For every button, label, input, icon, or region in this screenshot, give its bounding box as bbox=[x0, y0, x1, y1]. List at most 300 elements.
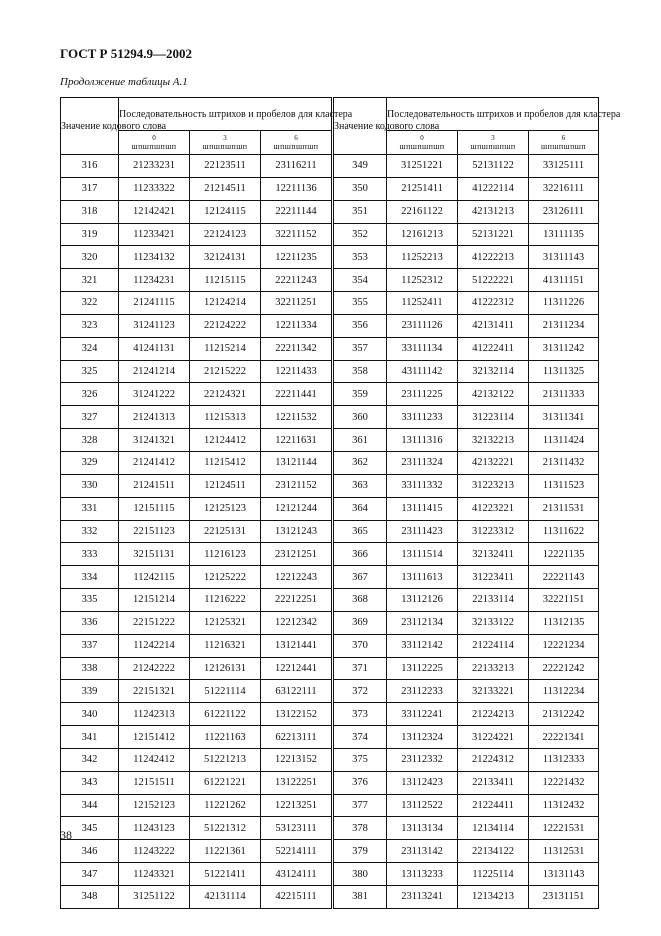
document-header: ГОСТ Р 51294.9—2002 bbox=[60, 46, 192, 61]
pattern-cell: 11216222 bbox=[190, 589, 261, 612]
pattern-cell: 32124131 bbox=[190, 246, 261, 269]
pattern-cell: 21241412 bbox=[119, 451, 190, 474]
pattern-cell: 11215115 bbox=[190, 269, 261, 292]
pattern-cell: 11221163 bbox=[190, 726, 261, 749]
pattern-cell: 22123511 bbox=[190, 155, 261, 178]
codeword-value-cell: 328 bbox=[61, 429, 119, 452]
pattern-cell: 11311325 bbox=[529, 360, 599, 383]
codeword-value-cell: 347 bbox=[61, 863, 119, 886]
pattern-cell: 13111415 bbox=[387, 497, 458, 520]
codeword-value-cell: 369 bbox=[334, 611, 387, 634]
pattern-cell: 31223213 bbox=[458, 474, 529, 497]
table-row bbox=[61, 840, 599, 863]
pattern-cell: 11252312 bbox=[387, 269, 458, 292]
cluster-header bbox=[458, 131, 529, 155]
pattern-cell: 23112134 bbox=[387, 611, 458, 634]
pattern-cell: 61221221 bbox=[190, 771, 261, 794]
pattern-cell: 11311523 bbox=[529, 474, 599, 497]
pattern-cell: 33111233 bbox=[387, 406, 458, 429]
sequence-column-header: Последовательность штрихов и пробелов для кластера bbox=[387, 98, 599, 131]
cluster-number: 0 bbox=[420, 134, 424, 142]
table-row bbox=[61, 360, 599, 383]
pattern-cell: 33111332 bbox=[387, 474, 458, 497]
cluster-header bbox=[387, 131, 458, 155]
codeword-value-cell: 329 bbox=[61, 451, 119, 474]
pattern-cell: 13113233 bbox=[387, 863, 458, 886]
cluster-pattern: шпшпшпшп bbox=[131, 142, 177, 151]
pattern-cell: 53123111 bbox=[261, 817, 332, 840]
table-row bbox=[61, 794, 599, 817]
codeword-value-cell: 381 bbox=[334, 886, 387, 909]
codeword-value-cell: 378 bbox=[334, 817, 387, 840]
table-row bbox=[61, 589, 599, 612]
codeword-value-cell: 322 bbox=[61, 292, 119, 315]
codeword-value-cell: 344 bbox=[61, 794, 119, 817]
codeword-value-cell: 323 bbox=[61, 314, 119, 337]
codeword-value-cell: 337 bbox=[61, 634, 119, 657]
cluster-pattern: шпшпшпшп bbox=[541, 142, 586, 151]
pattern-cell: 12221234 bbox=[529, 634, 599, 657]
codeword-value-cell: 342 bbox=[61, 748, 119, 771]
codeword-value-cell: 372 bbox=[334, 680, 387, 703]
codeword-value-cell: 359 bbox=[334, 383, 387, 406]
codeword-value-cell: 341 bbox=[61, 726, 119, 749]
pattern-cell: 13112324 bbox=[387, 726, 458, 749]
codeword-value-cell: 357 bbox=[334, 337, 387, 360]
page-number: 38 bbox=[60, 828, 72, 842]
pattern-cell: 32151131 bbox=[119, 543, 190, 566]
pattern-cell: 22133114 bbox=[458, 589, 529, 612]
pattern-cell: 11252411 bbox=[387, 292, 458, 315]
pattern-cell: 21241511 bbox=[119, 474, 190, 497]
pattern-cell: 32221151 bbox=[529, 589, 599, 612]
pattern-cell: 23112332 bbox=[387, 748, 458, 771]
pattern-cell: 61221122 bbox=[190, 703, 261, 726]
pattern-cell: 32133221 bbox=[458, 680, 529, 703]
pattern-cell: 22211441 bbox=[261, 383, 332, 406]
pattern-cell: 22212251 bbox=[261, 589, 332, 612]
codeword-value-cell: 321 bbox=[61, 269, 119, 292]
pattern-cell: 21224114 bbox=[458, 634, 529, 657]
codeword-value-cell: 335 bbox=[61, 589, 119, 612]
table-row bbox=[61, 314, 599, 337]
pattern-cell: 13112423 bbox=[387, 771, 458, 794]
table-row bbox=[61, 543, 599, 566]
codeword-value-cell: 331 bbox=[61, 497, 119, 520]
codeword-value-cell: 318 bbox=[61, 200, 119, 223]
table-row bbox=[61, 292, 599, 315]
pattern-cell: 42131114 bbox=[190, 886, 261, 909]
pattern-cell: 13121243 bbox=[261, 520, 332, 543]
pattern-cell: 11312135 bbox=[529, 611, 599, 634]
codeword-value-cell: 374 bbox=[334, 726, 387, 749]
codeword-value-cell: 338 bbox=[61, 657, 119, 680]
pattern-cell: 21224213 bbox=[458, 703, 529, 726]
codeword-value-cell: 353 bbox=[334, 246, 387, 269]
codeword-value-cell: 373 bbox=[334, 703, 387, 726]
pattern-cell: 23111126 bbox=[387, 314, 458, 337]
pattern-cell: 12152123 bbox=[119, 794, 190, 817]
sequence-column-header: Последовательность штрихов и пробелов для кластера bbox=[119, 98, 332, 131]
pattern-cell: 13131143 bbox=[529, 863, 599, 886]
pattern-cell: 12126131 bbox=[190, 657, 261, 680]
pattern-cell: 32211251 bbox=[261, 292, 332, 315]
pattern-cell: 22134122 bbox=[458, 840, 529, 863]
pattern-cell: 13121144 bbox=[261, 451, 332, 474]
pattern-cell: 11242115 bbox=[119, 566, 190, 589]
pattern-cell: 12125321 bbox=[190, 611, 261, 634]
pattern-cell: 12124214 bbox=[190, 292, 261, 315]
pattern-cell: 11216123 bbox=[190, 543, 261, 566]
codeword-value-cell: 343 bbox=[61, 771, 119, 794]
table-row bbox=[61, 611, 599, 634]
pattern-cell: 33112241 bbox=[387, 703, 458, 726]
codeword-value-cell: 360 bbox=[334, 406, 387, 429]
cluster-pattern: шпшпшпшп bbox=[470, 142, 516, 151]
codeword-value-cell: 367 bbox=[334, 566, 387, 589]
codeword-value-cell: 376 bbox=[334, 771, 387, 794]
pattern-cell: 23121152 bbox=[261, 474, 332, 497]
pattern-cell: 11243222 bbox=[119, 840, 190, 863]
pattern-cell: 52131122 bbox=[458, 155, 529, 178]
pattern-cell: 11312531 bbox=[529, 840, 599, 863]
pattern-cell: 31251122 bbox=[119, 886, 190, 909]
pattern-cell: 11215214 bbox=[190, 337, 261, 360]
pattern-cell: 21233231 bbox=[119, 155, 190, 178]
pattern-cell: 41241131 bbox=[119, 337, 190, 360]
cluster-header bbox=[190, 131, 261, 155]
codeword-value-cell: 380 bbox=[334, 863, 387, 886]
table-row bbox=[61, 657, 599, 680]
pattern-cell: 11311226 bbox=[529, 292, 599, 315]
pattern-cell: 62213111 bbox=[261, 726, 332, 749]
codeword-value-cell: 351 bbox=[334, 200, 387, 223]
pattern-cell: 42215111 bbox=[261, 886, 332, 909]
pattern-cell: 11312234 bbox=[529, 680, 599, 703]
pattern-cell: 42132221 bbox=[458, 451, 529, 474]
pattern-cell: 21242222 bbox=[119, 657, 190, 680]
pattern-cell: 32216111 bbox=[529, 177, 599, 200]
pattern-cell: 22124222 bbox=[190, 314, 261, 337]
table-row bbox=[61, 337, 599, 360]
pattern-cell: 31251221 bbox=[387, 155, 458, 178]
pattern-cell: 22151222 bbox=[119, 611, 190, 634]
pattern-cell: 13122152 bbox=[261, 703, 332, 726]
table-row bbox=[61, 703, 599, 726]
pattern-cell: 21224312 bbox=[458, 748, 529, 771]
pattern-cell: 23111423 bbox=[387, 520, 458, 543]
codeword-table bbox=[60, 97, 621, 909]
pattern-cell: 12161213 bbox=[387, 223, 458, 246]
codeword-value-cell: 370 bbox=[334, 634, 387, 657]
codeword-value-cell: 334 bbox=[61, 566, 119, 589]
codeword-value-cell: 327 bbox=[61, 406, 119, 429]
pattern-cell: 11242313 bbox=[119, 703, 190, 726]
pattern-cell: 22124321 bbox=[190, 383, 261, 406]
pattern-cell: 32132114 bbox=[458, 360, 529, 383]
pattern-cell: 13111316 bbox=[387, 429, 458, 452]
pattern-cell: 31311341 bbox=[529, 406, 599, 429]
pattern-cell: 11242214 bbox=[119, 634, 190, 657]
pattern-cell: 11243321 bbox=[119, 863, 190, 886]
pattern-cell: 31223411 bbox=[458, 566, 529, 589]
value-column-header: Значение кодового слова bbox=[61, 98, 119, 155]
table-continuation-caption: Продолжение таблицы А.1 bbox=[60, 76, 188, 88]
pattern-cell: 12151115 bbox=[119, 497, 190, 520]
pattern-cell: 22133213 bbox=[458, 657, 529, 680]
pattern-cell: 11312333 bbox=[529, 748, 599, 771]
pattern-cell: 12124412 bbox=[190, 429, 261, 452]
pattern-cell: 12121244 bbox=[261, 497, 332, 520]
codeword-value-cell: 377 bbox=[334, 794, 387, 817]
pattern-cell: 21311234 bbox=[529, 314, 599, 337]
pattern-cell: 23111324 bbox=[387, 451, 458, 474]
pattern-cell: 13111613 bbox=[387, 566, 458, 589]
pattern-cell: 22133411 bbox=[458, 771, 529, 794]
pattern-cell: 11221361 bbox=[190, 840, 261, 863]
pattern-cell: 12134114 bbox=[458, 817, 529, 840]
pattern-cell: 22211243 bbox=[261, 269, 332, 292]
pattern-cell: 12125123 bbox=[190, 497, 261, 520]
pattern-cell: 11242412 bbox=[119, 748, 190, 771]
pattern-cell: 22151123 bbox=[119, 520, 190, 543]
cluster-pattern: шпшпшпшп bbox=[399, 142, 445, 151]
value-column-header: Значение кодового слова bbox=[334, 98, 387, 155]
pattern-cell: 51222221 bbox=[458, 269, 529, 292]
pattern-cell: 13112225 bbox=[387, 657, 458, 680]
cluster-header bbox=[529, 131, 599, 155]
pattern-cell: 22221242 bbox=[529, 657, 599, 680]
pattern-cell: 42132122 bbox=[458, 383, 529, 406]
pattern-cell: 33125111 bbox=[529, 155, 599, 178]
pattern-cell: 32211152 bbox=[261, 223, 332, 246]
codeword-value-cell: 349 bbox=[334, 155, 387, 178]
pattern-cell: 43124111 bbox=[261, 863, 332, 886]
pattern-cell: 21224411 bbox=[458, 794, 529, 817]
table-row bbox=[61, 200, 599, 223]
cluster-pattern: шпшпшпшп bbox=[202, 142, 248, 151]
table-row bbox=[61, 177, 599, 200]
pattern-cell: 12211631 bbox=[261, 429, 332, 452]
pattern-cell: 12213152 bbox=[261, 748, 332, 771]
codeword-value-cell: 375 bbox=[334, 748, 387, 771]
pattern-cell: 31241123 bbox=[119, 314, 190, 337]
pattern-cell: 32132411 bbox=[458, 543, 529, 566]
pattern-cell: 21215222 bbox=[190, 360, 261, 383]
pattern-cell: 12212342 bbox=[261, 611, 332, 634]
pattern-cell: 31223114 bbox=[458, 406, 529, 429]
table-row bbox=[61, 155, 599, 178]
table-row bbox=[61, 634, 599, 657]
pattern-cell: 12134213 bbox=[458, 886, 529, 909]
codeword-value-cell: 325 bbox=[61, 360, 119, 383]
pattern-cell: 21241214 bbox=[119, 360, 190, 383]
pattern-cell: 23131151 bbox=[529, 886, 599, 909]
pattern-cell: 41223221 bbox=[458, 497, 529, 520]
pattern-cell: 12212441 bbox=[261, 657, 332, 680]
codeword-value-cell: 379 bbox=[334, 840, 387, 863]
table-row bbox=[61, 269, 599, 292]
table-row bbox=[61, 383, 599, 406]
pattern-cell: 41222114 bbox=[458, 177, 529, 200]
table-row bbox=[61, 817, 599, 840]
codeword-value-cell: 332 bbox=[61, 520, 119, 543]
table-row bbox=[61, 680, 599, 703]
pattern-cell: 11311424 bbox=[529, 429, 599, 452]
table-row bbox=[61, 748, 599, 771]
codeword-value-cell: 336 bbox=[61, 611, 119, 634]
codeword-value-cell: 319 bbox=[61, 223, 119, 246]
codeword-value-cell: 339 bbox=[61, 680, 119, 703]
table-row bbox=[61, 771, 599, 794]
table-row bbox=[61, 497, 599, 520]
codeword-value-cell: 317 bbox=[61, 177, 119, 200]
pattern-cell: 33112142 bbox=[387, 634, 458, 657]
pattern-cell: 11216321 bbox=[190, 634, 261, 657]
codeword-value-cell: 364 bbox=[334, 497, 387, 520]
codeword-value-cell: 346 bbox=[61, 840, 119, 863]
pattern-cell: 31224221 bbox=[458, 726, 529, 749]
pattern-cell: 12221135 bbox=[529, 543, 599, 566]
codeword-value-cell: 326 bbox=[61, 383, 119, 406]
pattern-cell: 11233421 bbox=[119, 223, 190, 246]
pattern-cell: 23116211 bbox=[261, 155, 332, 178]
codeword-value-cell: 365 bbox=[334, 520, 387, 543]
pattern-cell: 11234231 bbox=[119, 269, 190, 292]
codeword-value-cell: 358 bbox=[334, 360, 387, 383]
pattern-cell: 12221531 bbox=[529, 817, 599, 840]
pattern-cell: 21251411 bbox=[387, 177, 458, 200]
pattern-cell: 21312242 bbox=[529, 703, 599, 726]
pattern-cell: 12142421 bbox=[119, 200, 190, 223]
cluster-number: 6 bbox=[294, 134, 298, 142]
pattern-cell: 33111134 bbox=[387, 337, 458, 360]
pattern-cell: 12124511 bbox=[190, 474, 261, 497]
pattern-cell: 11215412 bbox=[190, 451, 261, 474]
pattern-cell: 13111135 bbox=[529, 223, 599, 246]
pattern-cell: 21214511 bbox=[190, 177, 261, 200]
pattern-cell: 11221262 bbox=[190, 794, 261, 817]
cluster-header bbox=[261, 131, 332, 155]
pattern-cell: 12124115 bbox=[190, 200, 261, 223]
pattern-cell: 11215313 bbox=[190, 406, 261, 429]
pattern-cell: 41222213 bbox=[458, 246, 529, 269]
table-row bbox=[61, 474, 599, 497]
pattern-cell: 51221114 bbox=[190, 680, 261, 703]
codeword-value-cell: 368 bbox=[334, 589, 387, 612]
pattern-cell: 31241222 bbox=[119, 383, 190, 406]
codeword-value-cell: 352 bbox=[334, 223, 387, 246]
pattern-cell: 63122111 bbox=[261, 680, 332, 703]
codeword-value-cell: 361 bbox=[334, 429, 387, 452]
pattern-cell: 11312432 bbox=[529, 794, 599, 817]
table-row bbox=[61, 726, 599, 749]
pattern-cell: 41222411 bbox=[458, 337, 529, 360]
pattern-cell: 12151511 bbox=[119, 771, 190, 794]
pattern-cell: 52214111 bbox=[261, 840, 332, 863]
cluster-header bbox=[119, 131, 190, 155]
cluster-number: 3 bbox=[223, 134, 227, 142]
pattern-cell: 12211334 bbox=[261, 314, 332, 337]
pattern-cell: 23126111 bbox=[529, 200, 599, 223]
pattern-cell: 41222312 bbox=[458, 292, 529, 315]
pattern-cell: 11225114 bbox=[458, 863, 529, 886]
codeword-value-cell: 371 bbox=[334, 657, 387, 680]
pattern-cell: 41311151 bbox=[529, 269, 599, 292]
table-row bbox=[61, 246, 599, 269]
codeword-value-cell: 340 bbox=[61, 703, 119, 726]
cluster-pattern: шпшпшпшп bbox=[273, 142, 319, 151]
codeword-value-cell: 355 bbox=[334, 292, 387, 315]
pattern-cell: 11252213 bbox=[387, 246, 458, 269]
pattern-cell: 21311333 bbox=[529, 383, 599, 406]
pattern-cell: 23111225 bbox=[387, 383, 458, 406]
cluster-number: 6 bbox=[561, 134, 566, 142]
table-body bbox=[61, 155, 599, 909]
pattern-cell: 23113241 bbox=[387, 886, 458, 909]
pattern-cell: 12221432 bbox=[529, 771, 599, 794]
pattern-cell: 23112233 bbox=[387, 680, 458, 703]
pattern-cell: 22151321 bbox=[119, 680, 190, 703]
table-row bbox=[61, 451, 599, 474]
pattern-cell: 13122251 bbox=[261, 771, 332, 794]
pattern-cell: 22161122 bbox=[387, 200, 458, 223]
pattern-cell: 12211532 bbox=[261, 406, 332, 429]
cluster-number: 0 bbox=[152, 134, 156, 142]
pattern-cell: 22221143 bbox=[529, 566, 599, 589]
codeword-value-cell: 320 bbox=[61, 246, 119, 269]
pattern-cell: 22211342 bbox=[261, 337, 332, 360]
codeword-value-cell: 348 bbox=[61, 886, 119, 909]
codeword-value-cell: 324 bbox=[61, 337, 119, 360]
pattern-cell: 12125222 bbox=[190, 566, 261, 589]
pattern-cell: 23121251 bbox=[261, 543, 332, 566]
pattern-cell: 51221411 bbox=[190, 863, 261, 886]
pattern-cell: 31311143 bbox=[529, 246, 599, 269]
pattern-cell: 32133122 bbox=[458, 611, 529, 634]
pattern-cell: 11233322 bbox=[119, 177, 190, 200]
pattern-cell: 22125131 bbox=[190, 520, 261, 543]
pattern-cell: 21241313 bbox=[119, 406, 190, 429]
table-row bbox=[61, 406, 599, 429]
pattern-cell: 43111142 bbox=[387, 360, 458, 383]
pattern-cell: 12211235 bbox=[261, 246, 332, 269]
pattern-cell: 13112126 bbox=[387, 589, 458, 612]
codeword-value-cell: 356 bbox=[334, 314, 387, 337]
pattern-cell: 42131411 bbox=[458, 314, 529, 337]
pattern-cell: 11311622 bbox=[529, 520, 599, 543]
table-row bbox=[61, 566, 599, 589]
pattern-cell: 21311531 bbox=[529, 497, 599, 520]
pattern-cell: 12151412 bbox=[119, 726, 190, 749]
pattern-cell: 13111514 bbox=[387, 543, 458, 566]
pattern-cell: 51221213 bbox=[190, 748, 261, 771]
pattern-cell: 51221312 bbox=[190, 817, 261, 840]
pattern-cell: 12213251 bbox=[261, 794, 332, 817]
codeword-value-cell: 333 bbox=[61, 543, 119, 566]
pattern-cell: 31241321 bbox=[119, 429, 190, 452]
codeword-value-cell: 366 bbox=[334, 543, 387, 566]
codeword-value-cell: 363 bbox=[334, 474, 387, 497]
codeword-value-cell: 362 bbox=[334, 451, 387, 474]
pattern-cell: 22211144 bbox=[261, 200, 332, 223]
codeword-value-cell: 350 bbox=[334, 177, 387, 200]
cluster-number: 3 bbox=[491, 134, 495, 142]
pattern-cell: 31223312 bbox=[458, 520, 529, 543]
table-row bbox=[61, 520, 599, 543]
pattern-cell: 22221341 bbox=[529, 726, 599, 749]
table-row bbox=[61, 223, 599, 246]
